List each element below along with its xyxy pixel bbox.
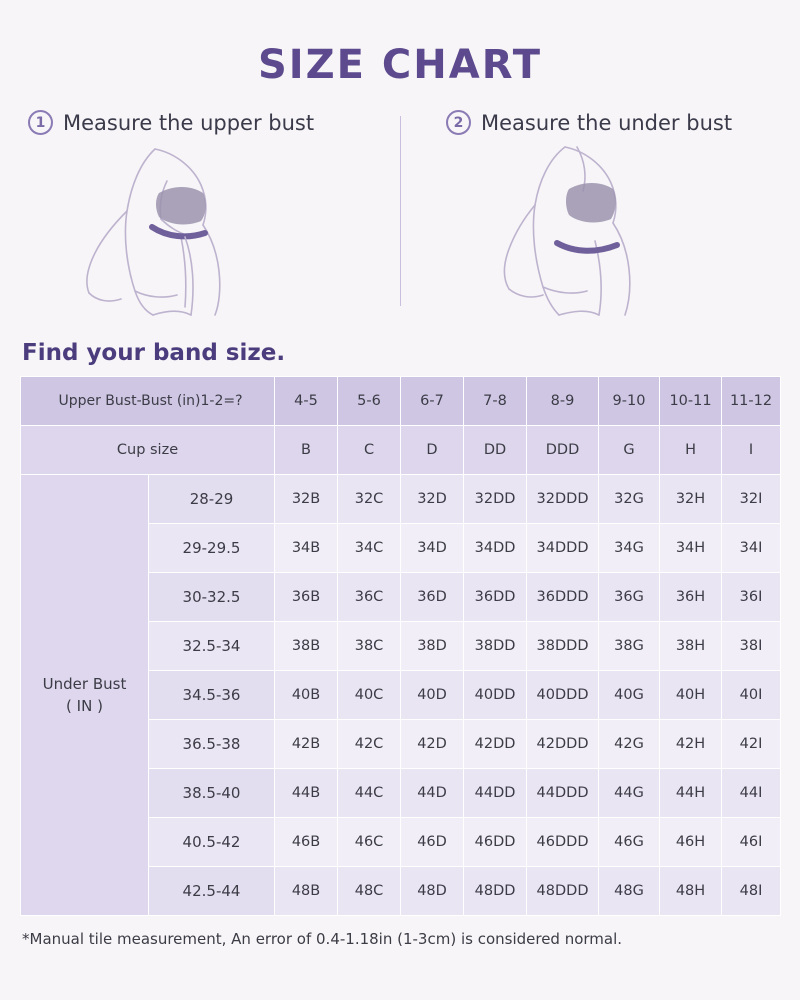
size-cell: 36D (401, 573, 464, 622)
size-cell: 46B (275, 818, 338, 867)
size-cell: 38I (722, 622, 781, 671)
size-cell: 34G (599, 524, 660, 573)
size-cell: 38B (275, 622, 338, 671)
size-cell: 42C (338, 720, 401, 769)
header-range-cell: 7-8 (464, 377, 527, 426)
size-cell: 46DDD (527, 818, 599, 867)
size-cell: 32B (275, 475, 338, 524)
size-cell: 32D (401, 475, 464, 524)
size-cell: 32G (599, 475, 660, 524)
size-cell: 46H (660, 818, 722, 867)
size-cell: 36DD (464, 573, 527, 622)
size-chart-table (20, 376, 781, 916)
cup-size-cell: G (599, 426, 660, 475)
header-range-cell: 8-9 (527, 377, 599, 426)
size-cell: 34I (722, 524, 781, 573)
size-cell: 34D (401, 524, 464, 573)
size-cell: 34H (660, 524, 722, 573)
size-cell: 42D (401, 720, 464, 769)
cup-size-row (21, 426, 781, 475)
size-cell: 48B (275, 867, 338, 916)
cup-size-cell: H (660, 426, 722, 475)
size-cell: 44G (599, 769, 660, 818)
row-under-bust-range: 32.5-34 (149, 622, 275, 671)
size-cell: 48DDD (527, 867, 599, 916)
size-cell: 36B (275, 573, 338, 622)
size-cell: 42H (660, 720, 722, 769)
size-cell: 40H (660, 671, 722, 720)
size-cell: 36I (722, 573, 781, 622)
size-cell: 42I (722, 720, 781, 769)
step-header (400, 110, 800, 135)
size-cell: 32DD (464, 475, 527, 524)
header-upper-bust-diff: Upper Bust-Bust (in)1-2=? (21, 377, 275, 426)
size-cell: 46G (599, 818, 660, 867)
row-under-bust-range: 38.5-40 (149, 769, 275, 818)
size-cell: 38C (338, 622, 401, 671)
size-cell: 42B (275, 720, 338, 769)
under-bust-label-line2: ( IN ) (66, 697, 103, 715)
size-cell: 44DD (464, 769, 527, 818)
size-cell: 44B (275, 769, 338, 818)
band-size-heading: Find your band size. (22, 340, 286, 366)
step-upper-bust (0, 110, 400, 332)
size-cell: 42DDD (527, 720, 599, 769)
row-under-bust-range: 36.5-38 (149, 720, 275, 769)
step-number-badge: 1 (28, 110, 53, 135)
measurement-footnote: *Manual tile measurement, An error of 0.4-1.18in (1-3cm) is considered normal. (22, 930, 623, 948)
step-header (0, 110, 400, 135)
size-cell: 40C (338, 671, 401, 720)
cup-size-cell: DDD (527, 426, 599, 475)
size-cell: 40DDD (527, 671, 599, 720)
cup-size-cell: DD (464, 426, 527, 475)
size-cell: 40D (401, 671, 464, 720)
cup-size-cell: I (722, 426, 781, 475)
page-title: SIZE CHART (257, 42, 543, 88)
size-cell: 42G (599, 720, 660, 769)
size-cell: 38H (660, 622, 722, 671)
cup-size-cell: B (275, 426, 338, 475)
size-cell: 48C (338, 867, 401, 916)
size-cell: 36DDD (527, 573, 599, 622)
size-cell: 46I (722, 818, 781, 867)
size-cell: 42DD (464, 720, 527, 769)
step-under-bust (400, 110, 800, 332)
header-range-cell: 6-7 (401, 377, 464, 426)
size-cell: 38DD (464, 622, 527, 671)
size-cell: 46DD (464, 818, 527, 867)
size-cell: 32H (660, 475, 722, 524)
cup-size-label: Cup size (21, 426, 275, 475)
row-under-bust-range: 29-29.5 (149, 524, 275, 573)
size-cell: 34DDD (527, 524, 599, 573)
size-cell: 44D (401, 769, 464, 818)
size-cell: 34DD (464, 524, 527, 573)
header-range-cell: 5-6 (338, 377, 401, 426)
size-cell: 48D (401, 867, 464, 916)
size-cell: 34B (275, 524, 338, 573)
size-cell: 34C (338, 524, 401, 573)
row-under-bust-range: 30-32.5 (149, 573, 275, 622)
header-range-cell: 4-5 (275, 377, 338, 426)
table-header-row (21, 377, 781, 426)
size-cell: 36C (338, 573, 401, 622)
size-cell: 40G (599, 671, 660, 720)
header-range-cell: 11-12 (722, 377, 781, 426)
under-bust-illustration (400, 141, 800, 316)
size-cell: 44DDD (527, 769, 599, 818)
size-cell: 40B (275, 671, 338, 720)
measurement-steps (0, 110, 800, 332)
size-cell: 48DD (464, 867, 527, 916)
table-row (21, 475, 781, 524)
size-cell: 36H (660, 573, 722, 622)
size-cell: 40DD (464, 671, 527, 720)
size-cell: 44C (338, 769, 401, 818)
upper-bust-illustration (0, 141, 400, 316)
size-cell: 44I (722, 769, 781, 818)
size-cell: 36G (599, 573, 660, 622)
step-number-badge: 2 (446, 110, 471, 135)
size-cell: 38G (599, 622, 660, 671)
size-cell: 48H (660, 867, 722, 916)
size-cell: 38DDD (527, 622, 599, 671)
size-cell: 48I (722, 867, 781, 916)
header-range-cell: 10-11 (660, 377, 722, 426)
size-cell: 46C (338, 818, 401, 867)
size-cell: 38D (401, 622, 464, 671)
step-label: Measure the upper bust (63, 110, 315, 135)
cup-size-cell: D (401, 426, 464, 475)
size-cell: 46D (401, 818, 464, 867)
row-under-bust-range: 34.5-36 (149, 671, 275, 720)
cup-size-cell: C (338, 426, 401, 475)
under-bust-label-line1: Under Bust (42, 674, 127, 693)
size-cell: 32C (338, 475, 401, 524)
size-cell: 40I (722, 671, 781, 720)
under-bust-side-label (21, 475, 149, 916)
step-label: Measure the under bust (481, 110, 733, 135)
size-table-wrapper (0, 376, 800, 916)
size-cell: 32I (722, 475, 781, 524)
row-under-bust-range: 42.5-44 (149, 867, 275, 916)
size-cell: 32DDD (527, 475, 599, 524)
size-cell: 48G (599, 867, 660, 916)
size-cell: 44H (660, 769, 722, 818)
row-under-bust-range: 40.5-42 (149, 818, 275, 867)
row-under-bust-range: 28-29 (149, 475, 275, 524)
header-range-cell: 9-10 (599, 377, 660, 426)
